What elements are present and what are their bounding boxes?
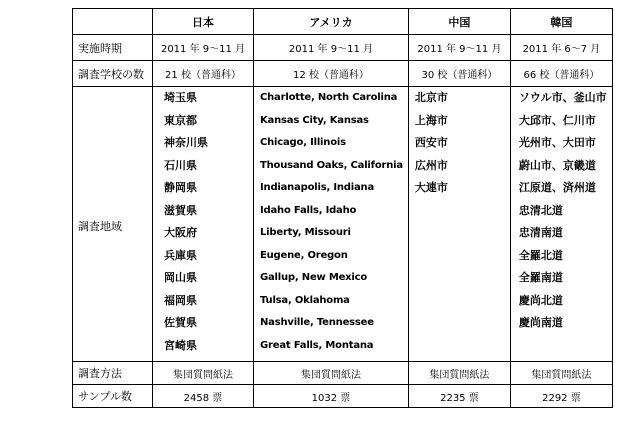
- period-japan: 2011 年 9～11 月: [153, 35, 254, 61]
- region-item: 大阪府: [164, 226, 197, 239]
- region-item: Nashville, Tennessee: [260, 317, 374, 328]
- region-item: 光州市、大田市: [518, 136, 596, 149]
- region-item: Charlotte, North Carolina: [260, 92, 398, 103]
- region-item: 慶尚北道: [518, 293, 563, 307]
- region-item: 岡山県: [164, 271, 197, 284]
- region-item: 慶尚南道: [518, 316, 563, 329]
- column-header-japan: 日本: [153, 9, 254, 35]
- region-item: 兵庫県: [164, 248, 197, 262]
- region-list-usa: [259, 91, 403, 361]
- schools-korea: 66 校（普通科）: [510, 61, 612, 87]
- region-item: Eugene, Oregon: [260, 249, 348, 261]
- row-label-period: 実施時期: [73, 35, 153, 61]
- period-korea: 2011 年 6～7 月: [510, 35, 612, 61]
- region-list-korea: [516, 91, 607, 339]
- region-item: 上海市: [414, 113, 448, 127]
- table-row-region: [73, 87, 613, 362]
- region-item: 東京都: [164, 113, 197, 127]
- row-label-method: 調査方法: [73, 362, 153, 385]
- table-row-schools: [73, 61, 613, 87]
- schools-china: 30 校（普通科）: [408, 61, 510, 87]
- region-item: 全羅北道: [518, 248, 563, 262]
- region-item: Great Falls, Montana: [260, 339, 374, 351]
- region-item: 石川県: [164, 158, 197, 172]
- region-item: 広州市: [414, 158, 448, 172]
- region-item: Tulsa, Oklahoma: [260, 294, 350, 306]
- method-korea: 集団質問紙法: [510, 362, 612, 385]
- region-item: 滋賀県: [164, 203, 197, 217]
- region-item: 江原道、済州道: [518, 181, 596, 194]
- table-row-period: [73, 35, 613, 61]
- row-label-schools: 調査学校の数: [73, 61, 153, 87]
- period-china: 2011 年 9～11 月: [408, 35, 510, 61]
- header-row: [73, 9, 613, 35]
- sample-usa: 1032 票: [254, 385, 409, 408]
- region-item: Gallup, New Mexico: [260, 272, 368, 283]
- region-japan: [153, 87, 254, 362]
- method-china: 集団質問紙法: [408, 362, 510, 385]
- region-item: 佐賀県: [164, 316, 197, 329]
- sample-china: 2235 票: [408, 385, 510, 408]
- column-header-usa: アメリカ: [254, 9, 409, 35]
- region-item: Kansas City, Kansas: [260, 114, 369, 126]
- region-list-china: [414, 91, 505, 204]
- region-item: 埼玉県: [164, 91, 197, 104]
- region-item: 福岡県: [164, 293, 197, 307]
- region-item: Idaho Falls, Idaho: [260, 204, 357, 216]
- region-item: Chicago, Illinois: [260, 137, 346, 148]
- sample-japan: 2458 票: [153, 385, 254, 408]
- row-label-sample: サンプル数: [73, 385, 153, 408]
- region-item: 神奈川県: [164, 136, 208, 149]
- method-usa: 集団質問紙法: [254, 362, 409, 385]
- region-item: 宮崎県: [164, 338, 197, 352]
- region-china: [408, 87, 510, 362]
- region-usa: [254, 87, 409, 362]
- region-item: Indianapolis, Indiana: [260, 182, 374, 193]
- sample-korea: 2292 票: [510, 385, 612, 408]
- table-row-method: [73, 362, 613, 385]
- region-item: 忠清北道: [518, 203, 563, 217]
- period-usa: 2011 年 9～11 月: [254, 35, 409, 61]
- region-item: 忠清南道: [518, 226, 563, 239]
- region-korea: [510, 87, 612, 362]
- region-item: 西安市: [414, 136, 448, 149]
- region-list-japan: [158, 91, 248, 361]
- region-item: 北京市: [414, 91, 448, 104]
- schools-usa: 12 校（普通科）: [254, 61, 409, 87]
- corner-cell: [73, 9, 153, 35]
- region-item: 全羅南道: [518, 271, 563, 284]
- method-japan: 集団質問紙法: [153, 362, 254, 385]
- region-item: 蔚山市、京畿道: [518, 158, 596, 172]
- schools-japan: 21 校（普通科）: [153, 61, 254, 87]
- region-item: 大邱市、仁川市: [518, 113, 596, 127]
- column-header-korea: 韓国: [510, 9, 612, 35]
- region-item: 静岡県: [164, 181, 197, 194]
- survey-overview-table: [72, 8, 613, 408]
- table-row-sample: [73, 385, 613, 408]
- region-item: Liberty, Missouri: [260, 227, 351, 238]
- region-item: 大連市: [414, 181, 448, 194]
- region-item: ソウル市、釜山市: [518, 91, 607, 104]
- row-label-region: 調査地域: [73, 87, 153, 362]
- region-item: Thousand Oaks, California: [260, 159, 403, 171]
- column-header-china: 中国: [408, 9, 510, 35]
